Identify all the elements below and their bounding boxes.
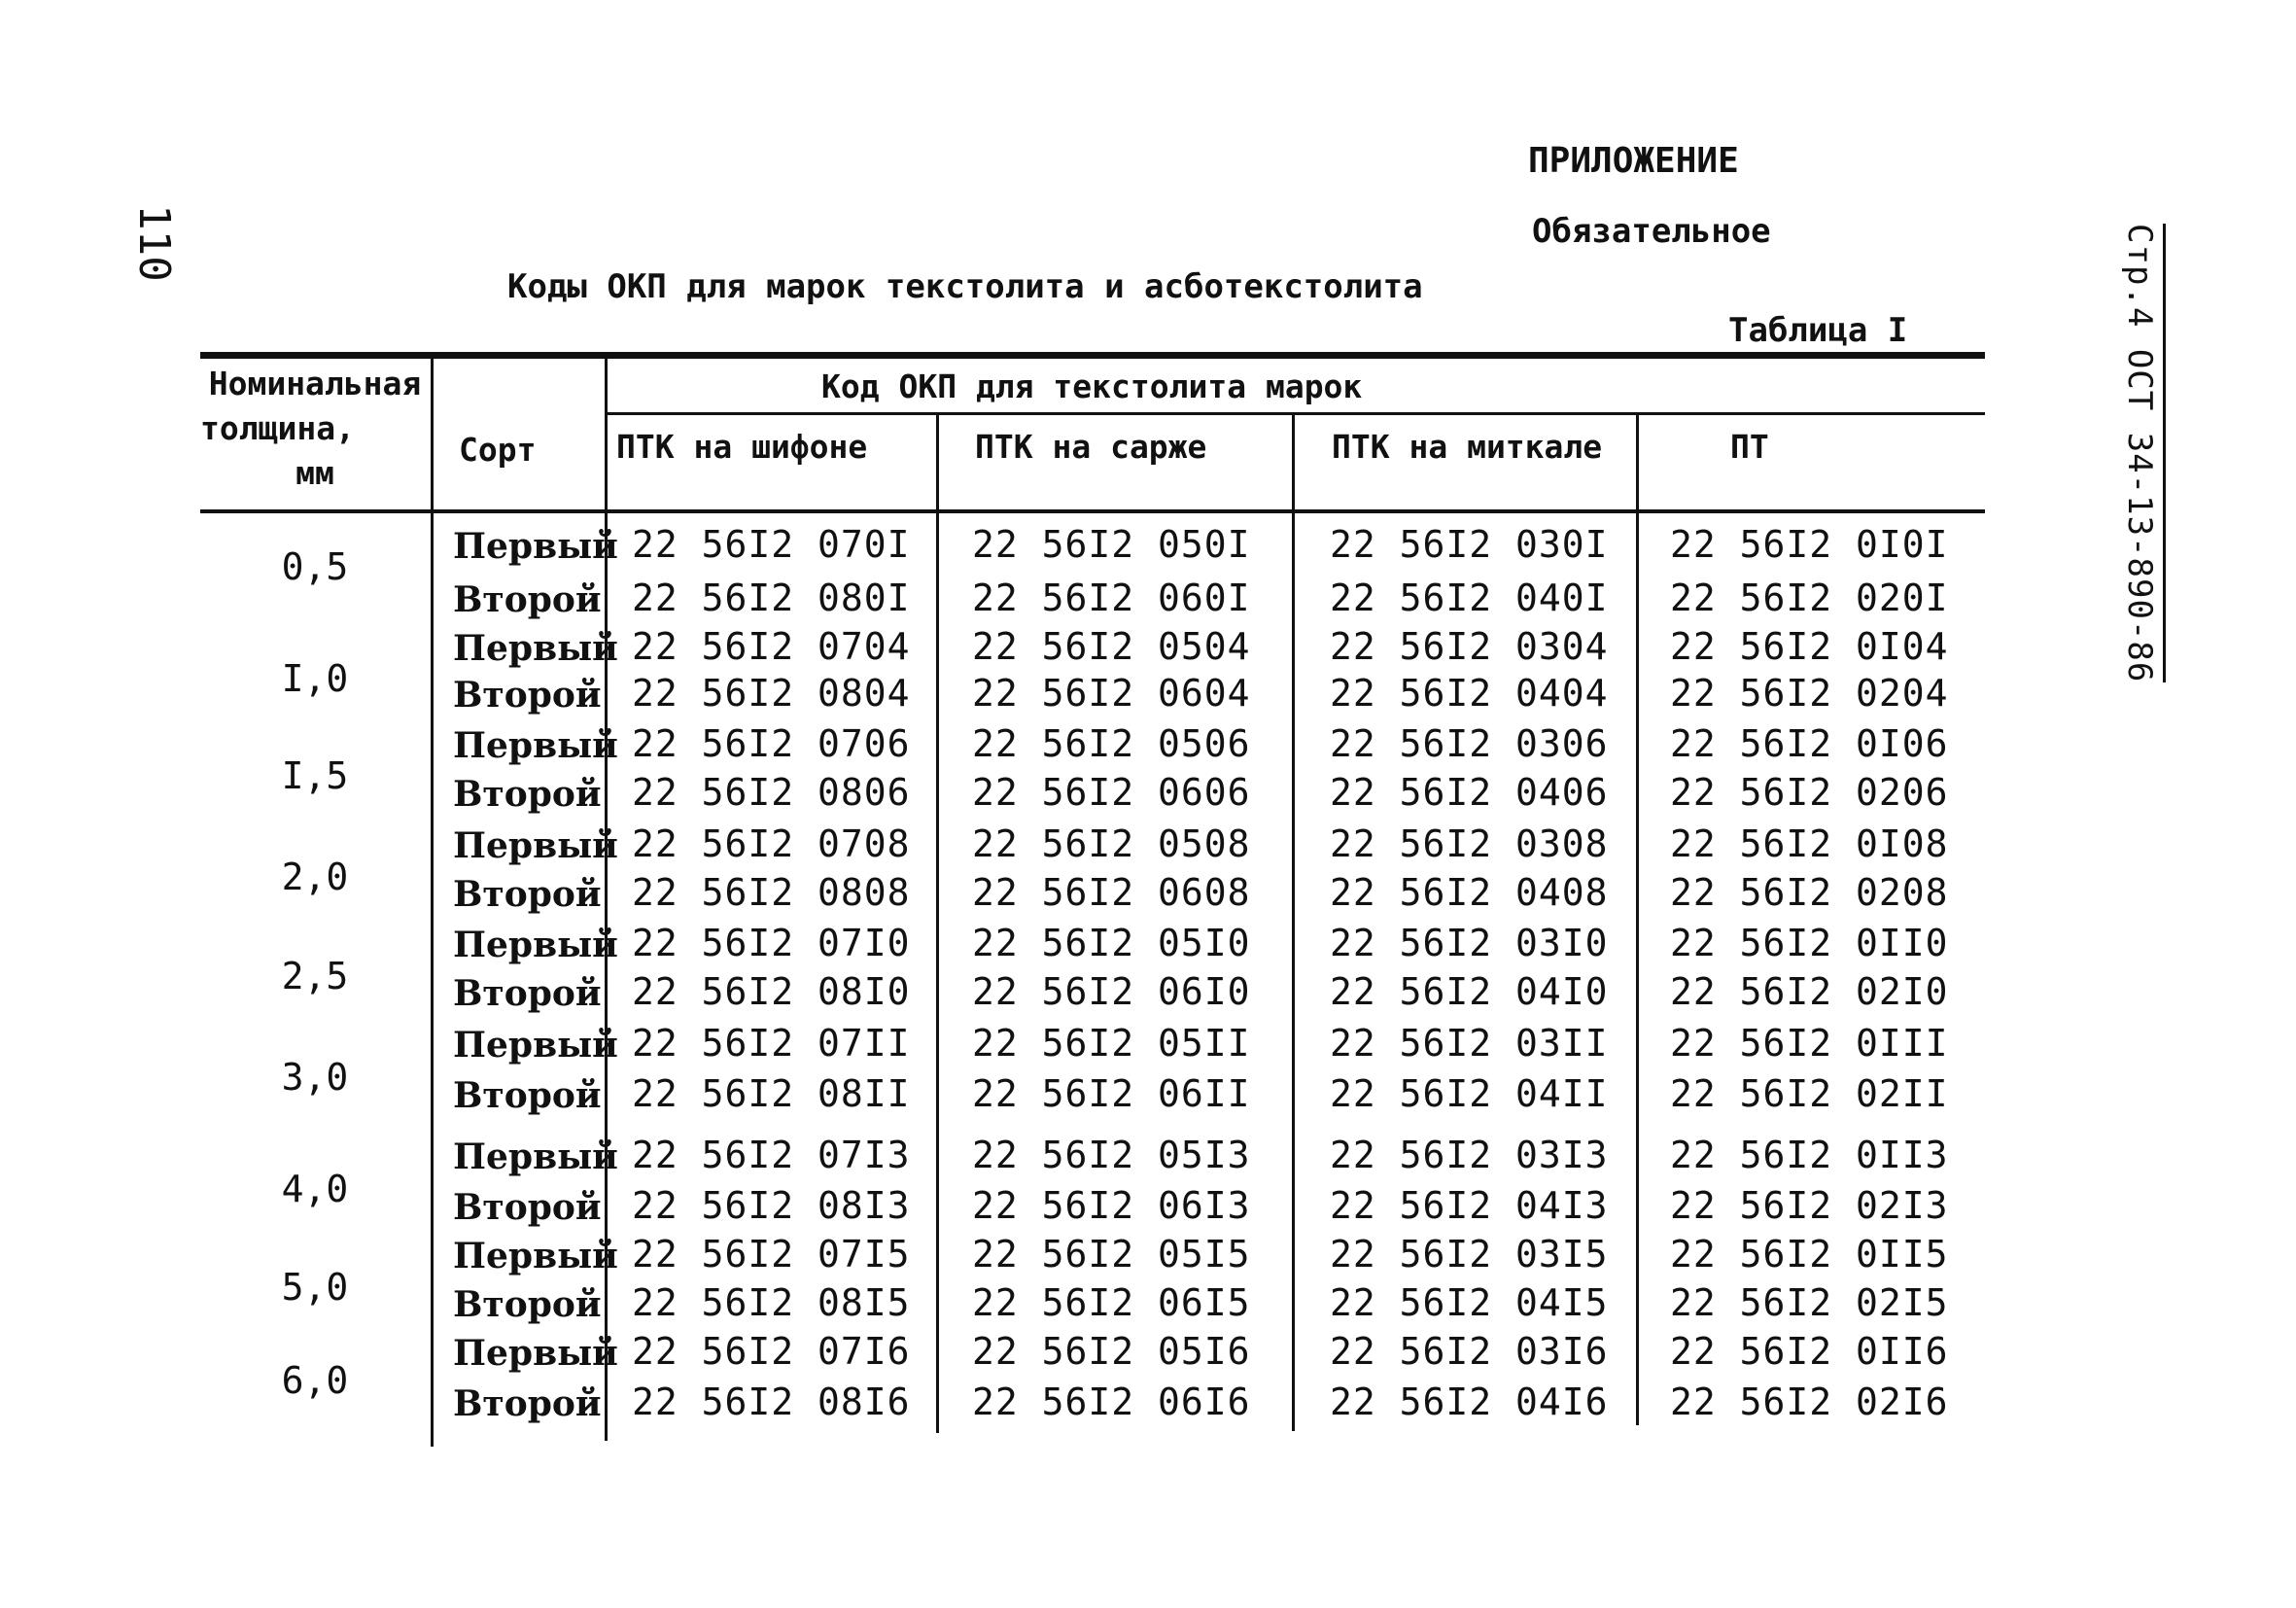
okp-code-cell: 22 56I2 04I5	[1330, 1281, 1609, 1324]
header-thickness-line-1: Номинальная	[208, 365, 422, 402]
header-sort: Сорт	[459, 431, 537, 469]
okp-code-cell: 22 56I2 080I	[632, 577, 911, 619]
okp-code-cell: 22 56I2 02I6	[1670, 1381, 1949, 1423]
okp-code-cell: 22 56I2 0506	[972, 722, 1251, 765]
okp-code-cell: 22 56I2 0306	[1330, 722, 1609, 765]
okp-code-cell: 22 56I2 07I0	[632, 922, 911, 964]
okp-code-cell: 22 56I2 0604	[972, 672, 1251, 715]
okp-code-cell: 22 56I2 04I6	[1330, 1381, 1609, 1423]
page-number: 110	[129, 204, 179, 282]
okp-code-cell: 22 56I2 050I	[972, 523, 1251, 566]
okp-code-cell: 22 56I2 05I6	[972, 1330, 1251, 1373]
okp-code-cell: 22 56I2 020I	[1670, 577, 1949, 619]
okp-code-cell: 22 56I2 05II	[972, 1022, 1251, 1065]
thickness-cell: I,0	[281, 657, 349, 700]
okp-code-cell: 22 56I2 04I3	[1330, 1184, 1609, 1227]
okp-code-cell: 22 56I2 06I5	[972, 1281, 1251, 1324]
okp-code-cell: 22 56I2 08I3	[632, 1184, 911, 1227]
okp-code-cell: 22 56I2 07I5	[632, 1233, 911, 1276]
col-divider-3	[1636, 414, 1639, 1425]
okp-code-cell: 22 56I2 0404	[1330, 672, 1609, 715]
okp-code-cell: 22 56I2 02I0	[1670, 970, 1949, 1013]
okp-code-cell: 22 56I2 0II6	[1670, 1330, 1949, 1373]
okp-code-cell: 22 56I2 06I6	[972, 1381, 1251, 1423]
okp-code-cell: 22 56I2 0304	[1330, 625, 1609, 668]
okp-code-cell: 22 56I2 0606	[972, 771, 1251, 814]
okp-code-cell: 22 56I2 04II	[1330, 1072, 1609, 1115]
sort-cell: Второй	[453, 1187, 602, 1228]
sort-cell: Первый	[453, 825, 618, 866]
okp-code-cell: 22 56I2 03I3	[1330, 1134, 1609, 1176]
col-divider-1	[936, 414, 939, 1433]
okp-code-cell: 22 56I2 02I3	[1670, 1184, 1949, 1227]
header-col-3: ПТК на миткале	[1332, 428, 1603, 466]
thickness-cell: 2,0	[281, 856, 349, 898]
okp-code-cell: 22 56I2 0406	[1330, 771, 1609, 814]
okp-code-cell: 22 56I2 03I5	[1330, 1233, 1609, 1276]
header-thickness	[200, 362, 430, 496]
thickness-cell: 4,0	[281, 1168, 349, 1210]
sort-cell: Первый	[453, 725, 618, 766]
sort-cell: Второй	[453, 1284, 602, 1325]
okp-code-cell: 22 56I2 02II	[1670, 1072, 1949, 1115]
okp-code-cell: 22 56I2 0504	[972, 625, 1251, 668]
sort-cell: Первый	[453, 526, 618, 567]
okp-code-cell: 22 56I2 07I6	[632, 1330, 911, 1373]
okp-code-cell: 22 56I2 0208	[1670, 871, 1949, 914]
okp-code-cell: 22 56I2 040I	[1330, 577, 1609, 619]
okp-code-cell: 22 56I2 0206	[1670, 771, 1949, 814]
sort-cell: Первый	[453, 1333, 618, 1374]
okp-code-cell: 22 56I2 0608	[972, 871, 1251, 914]
okp-code-cell: 22 56I2 0II5	[1670, 1233, 1949, 1276]
okp-code-cell: 22 56I2 06I3	[972, 1184, 1251, 1227]
okp-code-cell: 22 56I2 030I	[1330, 523, 1609, 566]
okp-code-cell: 22 56I2 060I	[972, 577, 1251, 619]
side-stamp-text: Стр.4 ОСТ 34-13-890-86	[2120, 224, 2166, 682]
okp-code-cell: 22 56I2 0408	[1330, 871, 1609, 914]
okp-code-cell: 22 56I2 07I3	[632, 1134, 911, 1176]
col-divider-2	[1292, 414, 1295, 1431]
okp-code-cell: 22 56I2 0508	[972, 822, 1251, 865]
okp-code-cell: 22 56I2 05I3	[972, 1134, 1251, 1176]
thickness-cell: 3,0	[281, 1056, 349, 1099]
okp-code-cell: 22 56I2 08I5	[632, 1281, 911, 1324]
okp-code-cell: 22 56I2 0706	[632, 722, 911, 765]
sort-cell: Первый	[453, 1236, 618, 1276]
header-col-1: ПТК на шифоне	[616, 428, 868, 466]
thickness-cell: I,5	[281, 754, 349, 797]
thickness-cell: 0,5	[281, 545, 349, 588]
sort-cell: Второй	[453, 1383, 602, 1424]
table-top-rule	[200, 352, 1985, 359]
okp-code-cell: 22 56I2 070I	[632, 523, 911, 566]
sort-cell: Второй	[453, 675, 602, 716]
doc-title: Коды ОКП для марок текстолита и асботекстолита	[507, 267, 1423, 306]
col-divider-codes	[605, 356, 608, 1441]
okp-code-cell: 22 56I2 0II3	[1670, 1134, 1949, 1176]
okp-code-cell: 22 56I2 0308	[1330, 822, 1609, 865]
sort-cell: Второй	[453, 874, 602, 915]
group-header-rule	[608, 412, 1985, 415]
sort-cell: Второй	[453, 579, 602, 620]
sort-cell: Первый	[453, 628, 618, 669]
thickness-cell: 6,0	[281, 1359, 349, 1402]
okp-code-cell: 22 56I2 0804	[632, 672, 911, 715]
col-divider-sort	[431, 356, 434, 1447]
okp-code-cell: 22 56I2 0704	[632, 625, 911, 668]
okp-code-cell: 22 56I2 0I04	[1670, 625, 1949, 668]
appendix-subtitle: Обязательное	[1532, 212, 1771, 251]
okp-code-cell: 22 56I2 0204	[1670, 672, 1949, 715]
okp-code-cell: 22 56I2 0III	[1670, 1022, 1949, 1065]
table-label: Таблица I	[1728, 311, 1908, 350]
header-col-2: ПТК на саржe	[975, 428, 1207, 466]
okp-code-cell: 22 56I2 0I0I	[1670, 523, 1949, 566]
sort-cell: Первый	[453, 1025, 618, 1066]
okp-code-cell: 22 56I2 05I5	[972, 1233, 1251, 1276]
okp-code-cell: 22 56I2 08I0	[632, 970, 911, 1013]
sort-cell: Второй	[453, 774, 602, 815]
okp-code-cell: 22 56I2 06I0	[972, 970, 1251, 1013]
header-col-4: ПТ	[1730, 428, 1769, 466]
okp-code-cell: 22 56I2 0II0	[1670, 922, 1949, 964]
okp-code-cell: 22 56I2 0806	[632, 771, 911, 814]
okp-code-cell: 22 56I2 0808	[632, 871, 911, 914]
header-thickness-line-3: мм	[296, 454, 334, 492]
okp-code-cell: 22 56I2 0708	[632, 822, 911, 865]
sort-cell: Второй	[453, 1075, 602, 1116]
okp-code-cell: 22 56I2 08I6	[632, 1381, 911, 1423]
okp-code-cell: 22 56I2 04I0	[1330, 970, 1609, 1013]
appendix-title: ПРИЛОЖЕНИЕ	[1528, 141, 1739, 181]
sort-cell: Первый	[453, 1136, 618, 1177]
okp-code-cell: 22 56I2 05I0	[972, 922, 1251, 964]
okp-code-cell: 22 56I2 08II	[632, 1072, 911, 1115]
okp-code-cell: 22 56I2 03I0	[1330, 922, 1609, 964]
thickness-cell: 2,5	[281, 955, 349, 997]
header-bottom-rule	[200, 509, 1985, 513]
okp-code-cell: 22 56I2 03II	[1330, 1022, 1609, 1065]
sort-cell: Первый	[453, 925, 618, 965]
sort-cell: Второй	[453, 973, 602, 1014]
okp-code-cell: 22 56I2 03I6	[1330, 1330, 1609, 1373]
thickness-cell: 5,0	[281, 1266, 349, 1309]
okp-code-cell: 22 56I2 06II	[972, 1072, 1251, 1115]
okp-code-cell: 22 56I2 0I06	[1670, 722, 1949, 765]
okp-code-cell: 22 56I2 0I08	[1670, 822, 1949, 865]
okp-code-cell: 22 56I2 07II	[632, 1022, 911, 1065]
header-thickness-line-2: толщина,	[200, 409, 355, 447]
header-group: Код ОКП для текстолита марок	[821, 367, 1363, 405]
okp-code-cell: 22 56I2 02I5	[1670, 1281, 1949, 1324]
